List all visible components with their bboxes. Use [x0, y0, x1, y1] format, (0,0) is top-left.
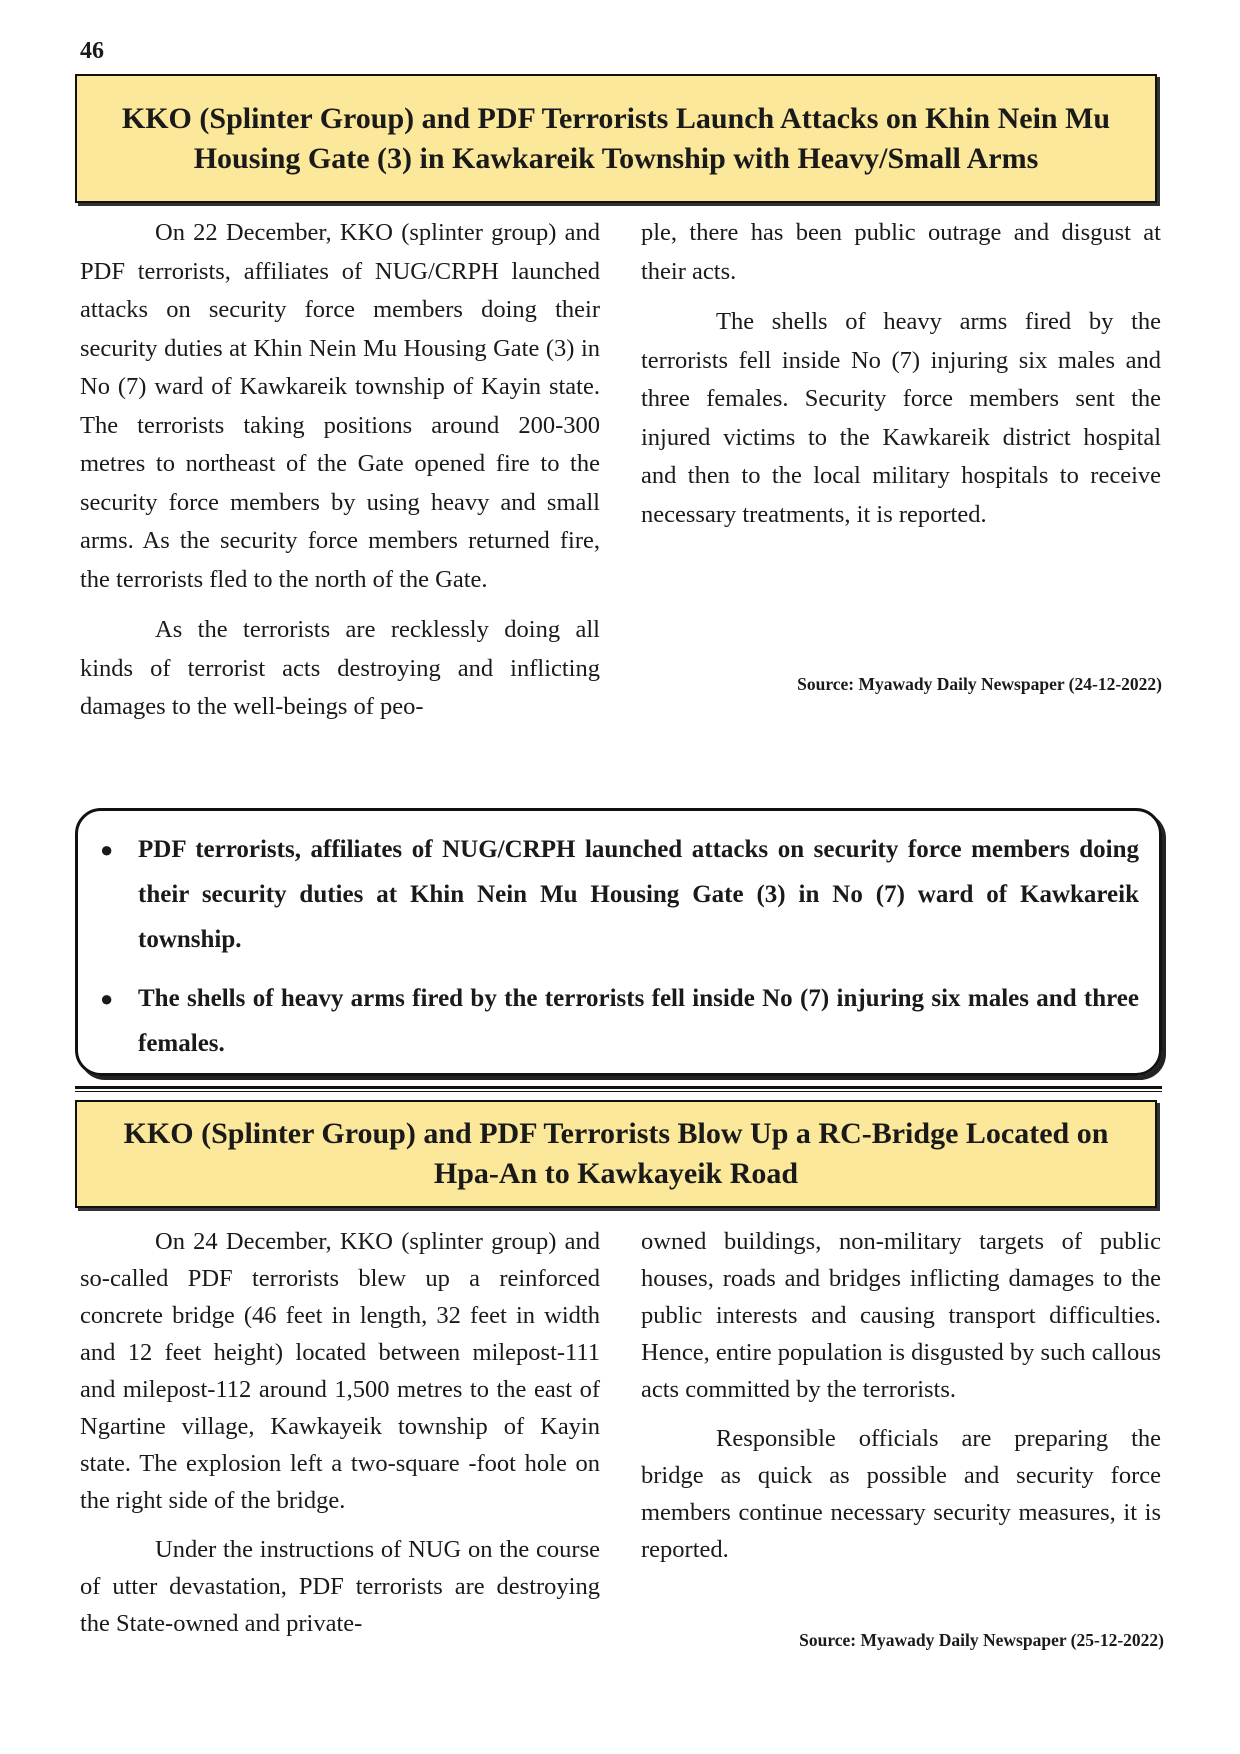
article-2-title-line-2: Hpa-An to Kawkayeik Road	[433, 1157, 799, 1190]
article-1-left-column	[80, 214, 600, 739]
page-number: 46	[80, 38, 104, 64]
key-point-item	[98, 976, 1139, 1066]
article-2-paragraph: Responsible officials are preparing the bridge as quick as possible and security force members continue necessary security measures, it is reported.	[641, 1425, 1161, 1563]
article-1-paragraph: On 22 December, KKO (splinter group) and PDF terrorists, affiliates of NUG/CRPH launched attacks on security force members doing their security duties at Khin Nein Mu Housing Gate (3) in No (7) ward of Kawkareik township of Kayin state. The terrorists taking positions around 200-300 metres to northeast of the Gate opened fire to the security force members by using heavy and small arms. As the security force members returned fire, the terrorists fled to the north of the Gate.	[80, 219, 600, 593]
article-1-title-line-1: KKO (Splinter Group) and PDF Terrorists Launch Attacks on Khin Nein Mu	[121, 101, 1111, 135]
article-1-paragraph: ple, there has been public outrage and disgust at their acts.	[641, 219, 1161, 285]
key-points-list	[98, 827, 1139, 1066]
section-divider	[75, 1086, 1162, 1092]
article-1-source: Source: Myawady Daily Newspaper (24-12-2022)	[797, 674, 1162, 694]
key-points-box	[75, 808, 1162, 1076]
article-2-paragraph: On 24 December, KKO (splinter group) and so-called PDF terrorists blew up a reinforced concrete bridge (46 feet in length, 32 feet in width and 12 feet height) located between milepost-111 and milepost-112 around 1,500 metres to the east of Ngartine village, Kawkayeik township of Kayin state. The explosion left a two-square -foot hole on the right side of the bridge.	[80, 1228, 600, 1514]
article-1-title-line-2: Housing Gate (3) in Kawkareik Township with Heavy/Small Arms	[193, 141, 1039, 175]
article-2-title	[75, 1100, 1157, 1208]
bullet-icon: ●	[100, 986, 114, 1011]
key-point-text: PDF terrorists, affiliates of NUG/CRPH launched attacks on security force members doing their security duties at Khin Nein Mu Housing Gate (3) in No (7) ward of Kawkareik township.	[138, 836, 1139, 953]
article-2-paragraph: Under the instructions of NUG on the course of utter devastation, PDF terrorists are destroying the State-owned and private-	[80, 1536, 600, 1637]
article-2-source: Source: Myawady Daily Newspaper (25-12-2022)	[799, 1630, 1164, 1650]
article-2-left-column	[80, 1223, 600, 1654]
article-2-paragraph: owned buildings, non-military targets of public houses, roads and bridges inflicting damages to the public interests and causing transport difficulties. Hence, entire population is disgusted by such callous acts committed by the terrorists.	[641, 1228, 1161, 1403]
article-1-right-column	[641, 214, 1161, 546]
key-point-text: The shells of heavy arms fired by the terrorists fell inside No (7) injuring six males and three females.	[138, 985, 1139, 1057]
article-2-right-column	[641, 1223, 1161, 1580]
article-1-paragraph: The shells of heavy arms fired by the terrorists fell inside No (7) injuring six males and three females. Security force members sent the injured victims to the Kawkareik district hospital and then to the local military hospitals to receive necessary treatments, it is reported.	[641, 308, 1161, 528]
article-2-title-line-1: KKO (Splinter Group) and PDF Terrorists Blow Up a RC-Bridge Located on	[123, 1117, 1109, 1150]
bullet-icon: ●	[100, 837, 114, 862]
article-1-title	[75, 74, 1157, 203]
article-1-paragraph: As the terrorists are recklessly doing all kinds of terrorist acts destroying and inflicting damages to the well-beings of peo-	[80, 616, 600, 720]
key-point-item	[98, 827, 1139, 962]
